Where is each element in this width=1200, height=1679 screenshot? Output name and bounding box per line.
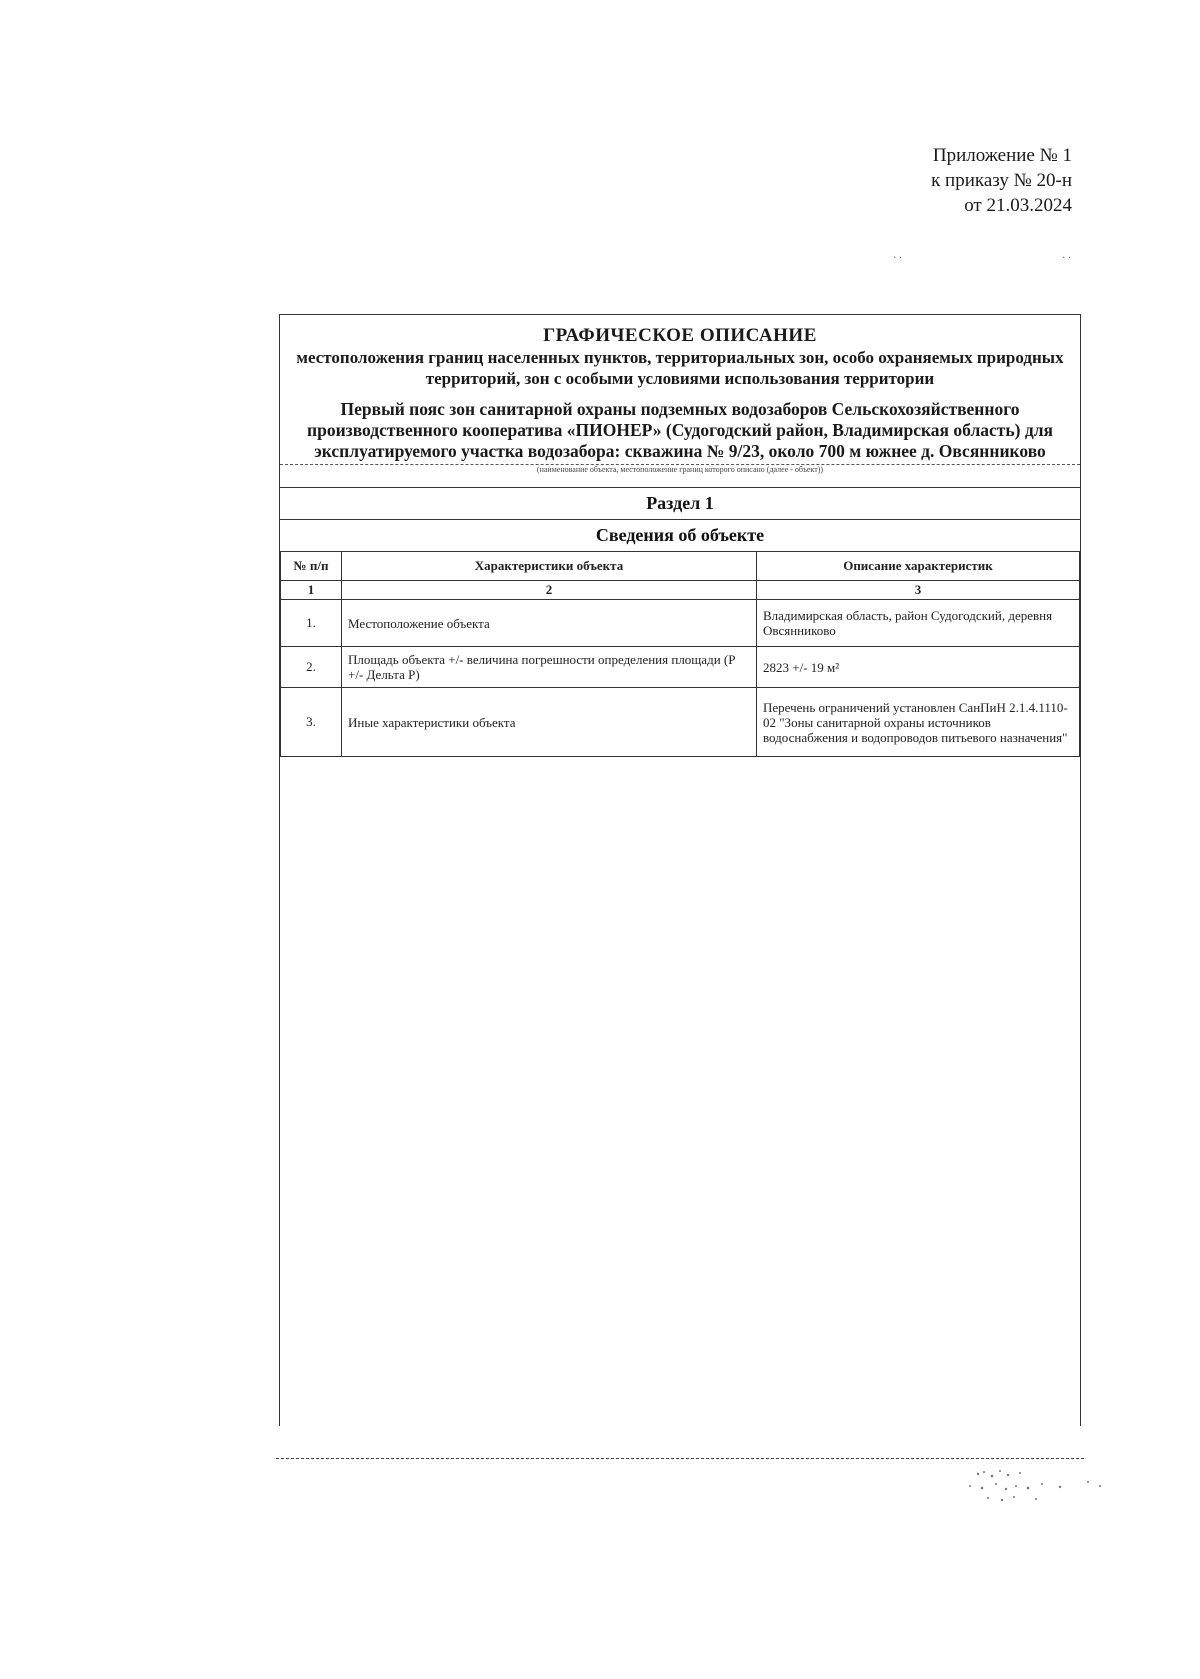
section-heading: Сведения об объекте <box>280 519 1080 551</box>
table-row <box>281 647 1080 688</box>
object-name: Первый пояс зон санитарной охраны подземных водозаборов Сельскохозяйственного производственного кооператива «ПИОНЕР» (Судогодский район, Владимирская область) для эксплуатируемого участка водозабора: скважина № 9/23, около 700 м южнее д. Овсянниково <box>307 399 1053 461</box>
column-number: 3 <box>757 581 1080 600</box>
object-name-caption: (наименование объекта, местоположение границ которого описано (далее - объект)) <box>280 464 1080 475</box>
column-header-characteristic: Характеристики объекта <box>342 552 757 581</box>
table-header-row <box>281 552 1080 581</box>
row-description: 2823 +/- 19 м² <box>757 647 1080 688</box>
table-row <box>281 688 1080 757</box>
table-row <box>281 600 1080 647</box>
column-number-row <box>281 581 1080 600</box>
appendix-line-2: к приказу № 20-н <box>931 170 1072 191</box>
appendix-line-3: от 21.03.2024 <box>964 195 1072 216</box>
row-description: Перечень ограничений установлен СанПиН 2.1.4.1110-02 "Зоны санитарной охраны источников водоснабжения и водопроводов питьевого назначения" <box>757 688 1080 757</box>
column-number: 1 <box>281 581 342 600</box>
row-description: Владимирская область, район Судогодский, деревня Овсянниково <box>757 600 1080 647</box>
appendix-line-1: Приложение № 1 <box>932 145 1072 166</box>
row-characteristic: Иные характеристики объекта <box>342 688 757 757</box>
scan-speck: · · <box>893 253 903 264</box>
row-number: 3. <box>281 688 342 757</box>
appendix-block <box>812 143 1072 218</box>
document-header <box>280 325 1080 462</box>
column-header-number: № п/п <box>281 552 342 581</box>
document-frame <box>279 314 1081 1426</box>
row-characteristic: Площадь объекта +/- величина погрешности определения площади (Р +/- Дельта Р) <box>342 647 757 688</box>
object-info-table <box>280 551 1080 757</box>
scan-speck: · · <box>1062 253 1072 264</box>
document-subtitle: местоположения границ населенных пунктов, территориальных зон, особо охраняемых природных территорий, зон с особыми условиями использования территории <box>296 348 1064 388</box>
document-title: ГРАФИЧЕСКОЕ ОПИСАНИЕ <box>543 325 817 346</box>
section-label: Раздел 1 <box>280 487 1080 519</box>
column-header-description: Описание характеристик <box>757 552 1080 581</box>
row-characteristic: Местоположение объекта <box>342 600 757 647</box>
row-number: 1. <box>281 600 342 647</box>
row-number: 2. <box>281 647 342 688</box>
column-number: 2 <box>342 581 757 600</box>
frame-bottom-line <box>276 1458 1084 1459</box>
faded-stamp-mark <box>948 1462 1128 1510</box>
